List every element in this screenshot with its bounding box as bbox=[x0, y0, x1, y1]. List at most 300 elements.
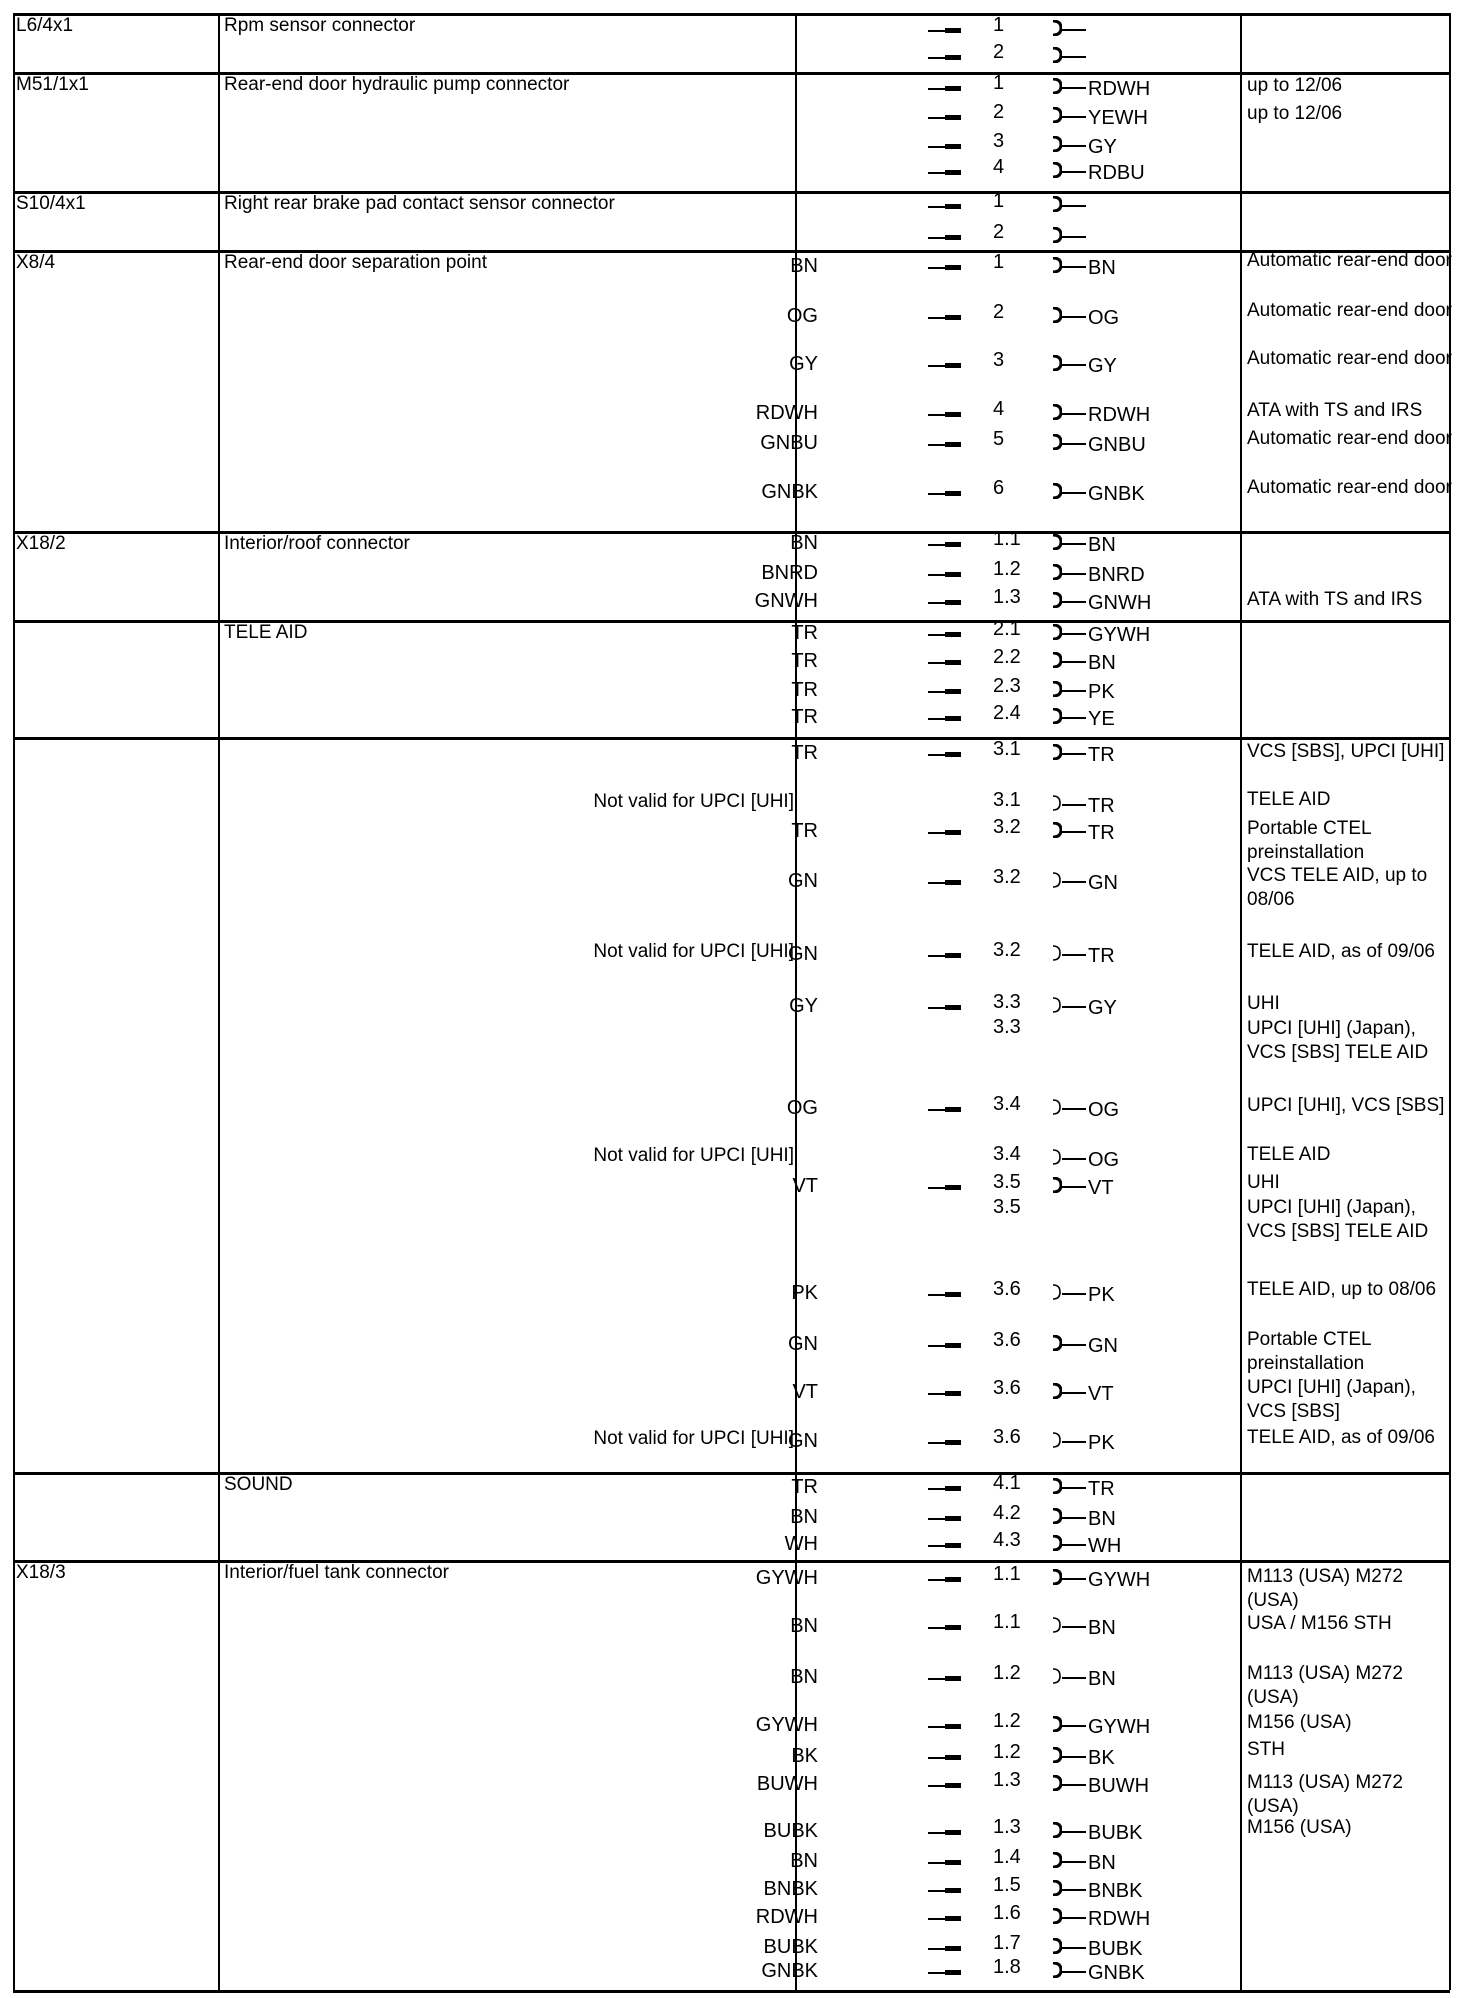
wire-color-left: BN bbox=[790, 1615, 818, 1637]
plug-symbol-icon bbox=[928, 574, 961, 576]
wire-color-right: YE bbox=[1088, 708, 1115, 730]
plug-symbol-icon bbox=[928, 414, 961, 416]
wire-color-right: RDWH bbox=[1088, 404, 1151, 426]
remark: up to 12/06 bbox=[1247, 103, 1343, 124]
pin-number: 1.1 bbox=[993, 1563, 1021, 1585]
socket-symbol-icon bbox=[1052, 1775, 1062, 1791]
pin-row bbox=[755, 1563, 1180, 1591]
plug-symbol-icon bbox=[928, 30, 961, 32]
pin-number: 1 bbox=[993, 72, 1005, 94]
socket-symbol-icon bbox=[1052, 795, 1062, 811]
pin-number: 1.3 bbox=[993, 1816, 1021, 1838]
pin-row bbox=[790, 675, 1180, 703]
wire-color-right: GNBK bbox=[1088, 1962, 1145, 1984]
socket-symbol-icon bbox=[1052, 434, 1062, 450]
validity-condition: Not valid for UPCI [UHI] bbox=[593, 1428, 794, 1449]
pin-row bbox=[790, 789, 1180, 817]
socket-wire-line bbox=[1062, 1108, 1086, 1110]
pin-row bbox=[790, 72, 1180, 100]
socket-wire-line bbox=[1062, 1725, 1086, 1727]
connector-description: Rpm sensor connector bbox=[224, 15, 416, 36]
wire-color-left: OG bbox=[786, 1097, 818, 1119]
plug-symbol-icon bbox=[928, 88, 961, 90]
socket-symbol-icon bbox=[1052, 404, 1062, 420]
socket-wire-line bbox=[1062, 1971, 1086, 1973]
wire-color-right: RDWH bbox=[1088, 78, 1151, 100]
plug-symbol-icon bbox=[928, 602, 961, 604]
socket-symbol-icon bbox=[1052, 1617, 1062, 1633]
pin-row bbox=[790, 646, 1180, 674]
plug-symbol-icon bbox=[928, 634, 961, 636]
plug-symbol-icon bbox=[928, 267, 961, 269]
socket-symbol-icon bbox=[1052, 1508, 1062, 1524]
plug-symbol-icon bbox=[928, 1890, 961, 1892]
validity-condition: Not valid for UPCI [UHI] bbox=[593, 791, 794, 812]
pin-row bbox=[790, 528, 1180, 556]
pin-row bbox=[761, 558, 1180, 586]
remark: M113 (USA) M272 (USA) bbox=[1247, 1566, 1403, 1611]
wire-color-left: BN bbox=[790, 532, 818, 554]
socket-symbol-icon bbox=[1052, 162, 1062, 178]
row-divider bbox=[13, 1990, 1450, 1993]
pin-row bbox=[790, 1143, 1180, 1171]
socket-wire-line bbox=[1062, 1544, 1086, 1546]
socket-wire-line bbox=[1062, 1578, 1086, 1580]
plug-symbol-icon bbox=[928, 1918, 961, 1920]
socket-symbol-icon bbox=[1052, 78, 1062, 94]
pin-row bbox=[790, 618, 1180, 646]
socket-wire-line bbox=[1062, 116, 1086, 118]
pin-row bbox=[790, 1196, 1180, 1224]
pin-number: 4.1 bbox=[993, 1472, 1021, 1494]
socket-symbol-icon bbox=[1052, 1284, 1062, 1300]
socket-symbol-icon bbox=[1052, 592, 1062, 608]
pin-number: 2.3 bbox=[993, 675, 1021, 697]
remark: ATA with TS and IRS bbox=[1247, 400, 1423, 421]
remark: Automatic rear-end door bbox=[1247, 477, 1452, 498]
pin-row bbox=[788, 939, 1180, 967]
wire-color-right: TR bbox=[1088, 1478, 1115, 1500]
wire-color-right: BN bbox=[1088, 1668, 1116, 1690]
socket-wire-line bbox=[1062, 1947, 1086, 1949]
plug-symbol-icon bbox=[928, 1545, 961, 1547]
pin-row bbox=[755, 398, 1180, 426]
plug-symbol-icon bbox=[928, 1442, 961, 1444]
pin-number: 5 bbox=[993, 428, 1005, 450]
column-divider bbox=[1240, 13, 1242, 1990]
socket-symbol-icon bbox=[1052, 872, 1062, 888]
plug-symbol-icon bbox=[928, 1518, 961, 1520]
socket-wire-line bbox=[1062, 601, 1086, 603]
pin-row bbox=[790, 1662, 1180, 1690]
pin-row bbox=[790, 1171, 1180, 1199]
plug-symbol-icon bbox=[928, 544, 961, 546]
pin-number: 1 bbox=[993, 190, 1005, 212]
remark: TELE AID bbox=[1247, 1144, 1331, 1165]
plug-symbol-icon bbox=[928, 146, 961, 148]
plug-symbol-icon bbox=[928, 1294, 961, 1296]
pin-number: 3.2 bbox=[993, 816, 1021, 838]
remark: Automatic rear-end door bbox=[1247, 428, 1452, 449]
plug-symbol-icon bbox=[928, 317, 961, 319]
wire-color-right: GYWH bbox=[1088, 624, 1151, 646]
pin-number: 3.6 bbox=[993, 1377, 1021, 1399]
plug-symbol-icon bbox=[928, 718, 961, 720]
pin-row bbox=[790, 41, 1180, 69]
wire-color-left: GNBK bbox=[761, 481, 818, 503]
wire-color-left: WH bbox=[784, 1533, 818, 1555]
socket-wire-line bbox=[1062, 1784, 1086, 1786]
plug-symbol-icon bbox=[928, 1579, 961, 1581]
socket-wire-line bbox=[1062, 56, 1086, 58]
socket-wire-line bbox=[1062, 316, 1086, 318]
plug-symbol-icon bbox=[928, 691, 961, 693]
pin-number: 1.3 bbox=[993, 1769, 1021, 1791]
plug-symbol-icon bbox=[928, 1785, 961, 1787]
wire-color-left: TR bbox=[791, 742, 818, 764]
wire-color-right: PK bbox=[1088, 1284, 1115, 1306]
plug-symbol-icon bbox=[928, 1726, 961, 1728]
socket-symbol-icon bbox=[1052, 945, 1062, 961]
pin-row bbox=[790, 1377, 1180, 1405]
pin-number: 3.3 bbox=[993, 991, 1021, 1013]
socket-symbol-icon bbox=[1052, 564, 1062, 580]
socket-symbol-icon bbox=[1052, 196, 1062, 212]
wire-color-right: VT bbox=[1088, 1177, 1114, 1199]
wire-color-left: VT bbox=[792, 1381, 818, 1403]
connector-description: Right rear brake pad contact sensor connector bbox=[224, 193, 615, 214]
socket-wire-line bbox=[1062, 633, 1086, 635]
remark: UHI bbox=[1247, 1172, 1280, 1193]
socket-symbol-icon bbox=[1052, 1432, 1062, 1448]
wire-color-left: TR bbox=[791, 650, 818, 672]
plug-symbol-icon bbox=[928, 206, 961, 208]
wire-color-left: TR bbox=[791, 706, 818, 728]
socket-wire-line bbox=[1062, 171, 1086, 173]
socket-wire-line bbox=[1062, 1487, 1086, 1489]
wire-color-right: BNRD bbox=[1088, 564, 1145, 586]
pin-number: 2 bbox=[993, 41, 1005, 63]
socket-wire-line bbox=[1062, 753, 1086, 755]
wire-color-left: BN bbox=[790, 1506, 818, 1528]
wire-color-left: GNBU bbox=[760, 432, 818, 454]
wire-color-right: BNBK bbox=[1088, 1880, 1143, 1902]
wire-color-left: GN bbox=[788, 1333, 818, 1355]
socket-symbol-icon bbox=[1052, 1938, 1062, 1954]
socket-wire-line bbox=[1062, 205, 1086, 207]
connector-description: Rear-end door separation point bbox=[224, 252, 488, 273]
socket-symbol-icon bbox=[1052, 1668, 1062, 1684]
socket-symbol-icon bbox=[1052, 307, 1062, 323]
connector-code: L6/4x1 bbox=[16, 15, 74, 36]
wire-color-right: BN bbox=[1088, 257, 1116, 279]
socket-symbol-icon bbox=[1052, 1177, 1062, 1193]
wire-color-left: GN bbox=[788, 943, 818, 965]
wire-color-left: GYWH bbox=[755, 1567, 818, 1589]
socket-symbol-icon bbox=[1052, 483, 1062, 499]
wire-color-left: BN bbox=[790, 255, 818, 277]
wire-color-right: TR bbox=[1088, 795, 1115, 817]
wire-color-right: GN bbox=[1088, 1335, 1118, 1357]
pin-row bbox=[754, 586, 1180, 614]
wire-color-right: BUBK bbox=[1088, 1938, 1143, 1960]
socket-symbol-icon bbox=[1052, 1569, 1062, 1585]
remark: M113 (USA) M272 (USA) bbox=[1247, 1663, 1403, 1708]
pin-number: 6 bbox=[993, 477, 1005, 499]
socket-symbol-icon bbox=[1052, 227, 1062, 243]
plug-symbol-icon bbox=[928, 662, 961, 664]
connector-code: X8/4 bbox=[16, 252, 56, 273]
remark: Automatic rear-end door bbox=[1247, 300, 1452, 321]
wire-color-right: BN bbox=[1088, 1852, 1116, 1874]
wire-color-left: BUBK bbox=[763, 1820, 818, 1842]
wire-color-left: TR bbox=[791, 622, 818, 644]
pin-number: 1.5 bbox=[993, 1874, 1021, 1896]
wire-color-right: OG bbox=[1088, 1149, 1120, 1171]
wire-color-left: BN bbox=[790, 1666, 818, 1688]
socket-symbol-icon bbox=[1052, 20, 1062, 36]
pin-row bbox=[755, 1710, 1180, 1738]
pin-number: 1 bbox=[993, 14, 1005, 36]
wire-color-left: BK bbox=[791, 1745, 818, 1767]
socket-wire-line bbox=[1062, 1517, 1086, 1519]
socket-symbol-icon bbox=[1052, 1149, 1062, 1165]
pin-row bbox=[761, 477, 1180, 505]
validity-condition: Not valid for UPCI [UHI] bbox=[593, 941, 794, 962]
pin-row bbox=[790, 738, 1180, 766]
socket-symbol-icon bbox=[1052, 1099, 1062, 1115]
socket-wire-line bbox=[1062, 1006, 1086, 1008]
pin-row bbox=[790, 1502, 1180, 1530]
remark: Automatic rear-end door bbox=[1247, 348, 1452, 369]
socket-wire-line bbox=[1062, 413, 1086, 415]
socket-wire-line bbox=[1062, 1861, 1086, 1863]
pin-number: 1.1 bbox=[993, 1611, 1021, 1633]
wire-color-right: GYWH bbox=[1088, 1569, 1151, 1591]
wire-color-right: GYWH bbox=[1088, 1716, 1151, 1738]
socket-symbol-icon bbox=[1052, 107, 1062, 123]
plug-symbol-icon bbox=[928, 1832, 961, 1834]
pin-number: 1.2 bbox=[993, 1662, 1021, 1684]
remark: UPCI [UHI] (Japan), VCS [SBS] TELE AID bbox=[1247, 1018, 1429, 1063]
wire-color-right: BUWH bbox=[1088, 1775, 1150, 1797]
wire-color-right: BK bbox=[1088, 1747, 1115, 1769]
socket-wire-line bbox=[1062, 364, 1086, 366]
socket-wire-line bbox=[1062, 145, 1086, 147]
validity-condition: Not valid for UPCI [UHI] bbox=[593, 1145, 794, 1166]
wire-color-left: GNWH bbox=[754, 590, 818, 612]
wire-color-right: GNBU bbox=[1088, 434, 1146, 456]
pin-number: 3 bbox=[993, 130, 1005, 152]
socket-symbol-icon bbox=[1052, 652, 1062, 668]
pin-row bbox=[789, 991, 1180, 1019]
pin-number: 1.1 bbox=[993, 528, 1021, 550]
pin-row bbox=[755, 1902, 1180, 1930]
wire-color-right: GNWH bbox=[1088, 592, 1152, 614]
pin-number: 2 bbox=[993, 221, 1005, 243]
socket-wire-line bbox=[1062, 87, 1086, 89]
plug-symbol-icon bbox=[928, 237, 961, 239]
pin-row bbox=[790, 1846, 1180, 1874]
plug-symbol-icon bbox=[928, 754, 961, 756]
plug-symbol-icon bbox=[928, 1109, 961, 1111]
socket-wire-line bbox=[1062, 881, 1086, 883]
pin-number: 3.4 bbox=[993, 1143, 1021, 1165]
pin-number: 4 bbox=[993, 156, 1005, 178]
socket-wire-line bbox=[1062, 1626, 1086, 1628]
socket-symbol-icon bbox=[1052, 997, 1062, 1013]
pin-row bbox=[790, 1611, 1180, 1639]
wire-color-left: PK bbox=[791, 1282, 818, 1304]
pin-row bbox=[760, 428, 1180, 456]
pin-number: 3.5 bbox=[993, 1196, 1021, 1218]
socket-wire-line bbox=[1062, 717, 1086, 719]
remark: TELE AID, as of 09/06 bbox=[1247, 1427, 1435, 1448]
remark: M113 (USA) M272 (USA) bbox=[1247, 1772, 1403, 1817]
wire-color-right: GNBK bbox=[1088, 483, 1145, 505]
socket-symbol-icon bbox=[1052, 1822, 1062, 1838]
socket-symbol-icon bbox=[1052, 47, 1062, 63]
pin-number: 3 bbox=[993, 349, 1005, 371]
plug-symbol-icon bbox=[928, 57, 961, 59]
pin-number: 2.4 bbox=[993, 702, 1021, 724]
pin-row bbox=[790, 190, 1180, 218]
socket-wire-line bbox=[1062, 1889, 1086, 1891]
wire-color-right: TR bbox=[1088, 822, 1115, 844]
pin-number: 1.8 bbox=[993, 1956, 1021, 1978]
socket-wire-line bbox=[1062, 492, 1086, 494]
socket-wire-line bbox=[1062, 804, 1086, 806]
plug-symbol-icon bbox=[928, 365, 961, 367]
pin-row bbox=[763, 1816, 1180, 1844]
remark: TELE AID bbox=[1247, 789, 1331, 810]
pin-number: 3.1 bbox=[993, 738, 1021, 760]
connector-description: SOUND bbox=[224, 1474, 293, 1495]
socket-symbol-icon bbox=[1052, 534, 1062, 550]
pin-number: 4.2 bbox=[993, 1502, 1021, 1524]
wire-color-left: TR bbox=[791, 679, 818, 701]
connector-description: Rear-end door hydraulic pump connector bbox=[224, 74, 570, 95]
pin-number: 4 bbox=[993, 398, 1005, 420]
socket-wire-line bbox=[1062, 1441, 1086, 1443]
wire-color-right: BN bbox=[1088, 1508, 1116, 1530]
pin-row bbox=[790, 101, 1180, 129]
plug-symbol-icon bbox=[928, 1972, 961, 1974]
remark: TELE AID, up to 08/06 bbox=[1247, 1279, 1437, 1300]
socket-wire-line bbox=[1062, 1756, 1086, 1758]
socket-symbol-icon bbox=[1052, 1335, 1062, 1351]
pin-number: 1 bbox=[993, 251, 1005, 273]
remark: Portable CTEL preinstallation bbox=[1247, 818, 1371, 863]
plug-symbol-icon bbox=[928, 955, 961, 957]
remark: UHI bbox=[1247, 993, 1280, 1014]
pin-row bbox=[790, 1741, 1180, 1769]
wire-color-right: GN bbox=[1088, 872, 1118, 894]
plug-symbol-icon bbox=[928, 832, 961, 834]
socket-wire-line bbox=[1062, 831, 1086, 833]
pin-row bbox=[790, 1016, 1180, 1044]
socket-symbol-icon bbox=[1052, 1852, 1062, 1868]
wire-color-right: GY bbox=[1088, 997, 1117, 1019]
socket-symbol-icon bbox=[1052, 708, 1062, 724]
socket-symbol-icon bbox=[1052, 1535, 1062, 1551]
plug-symbol-icon bbox=[928, 1862, 961, 1864]
pin-row bbox=[790, 816, 1180, 844]
remark: TELE AID, as of 09/06 bbox=[1247, 941, 1435, 962]
connector-description: TELE AID bbox=[224, 622, 308, 643]
connector-code: M51/1x1 bbox=[16, 74, 89, 95]
pin-row bbox=[763, 1874, 1180, 1902]
wire-color-right: PK bbox=[1088, 681, 1115, 703]
pin-number: 3.2 bbox=[993, 866, 1021, 888]
column-divider bbox=[218, 13, 220, 1990]
socket-wire-line bbox=[1062, 1186, 1086, 1188]
socket-wire-line bbox=[1062, 266, 1086, 268]
wire-color-right: YEWH bbox=[1088, 107, 1148, 129]
socket-wire-line bbox=[1062, 1293, 1086, 1295]
plug-symbol-icon bbox=[928, 1187, 961, 1189]
wire-color-right: VT bbox=[1088, 1383, 1114, 1405]
wire-color-left: BNRD bbox=[761, 562, 818, 584]
wire-color-right: BN bbox=[1088, 1617, 1116, 1639]
socket-wire-line bbox=[1062, 29, 1086, 31]
plug-symbol-icon bbox=[928, 1948, 961, 1950]
wire-color-right: GY bbox=[1088, 355, 1117, 377]
pin-row bbox=[790, 14, 1180, 42]
remark: USA / M156 STH bbox=[1247, 1613, 1392, 1634]
wire-color-left: BNBK bbox=[763, 1878, 818, 1900]
plug-symbol-icon bbox=[928, 1393, 961, 1395]
socket-symbol-icon bbox=[1052, 744, 1062, 760]
wire-color-right: BN bbox=[1088, 534, 1116, 556]
connector-description: Interior/fuel tank connector bbox=[224, 1562, 449, 1583]
pin-number: 1.2 bbox=[993, 558, 1021, 580]
pin-row bbox=[788, 866, 1180, 894]
wire-color-left: BN bbox=[790, 1850, 818, 1872]
socket-symbol-icon bbox=[1052, 257, 1062, 273]
remark: Portable CTEL preinstallation bbox=[1247, 1329, 1371, 1374]
wire-color-left: VT bbox=[792, 1175, 818, 1197]
pin-number: 2.2 bbox=[993, 646, 1021, 668]
pin-number: 3.5 bbox=[993, 1171, 1021, 1193]
plug-symbol-icon bbox=[928, 1627, 961, 1629]
pin-row bbox=[786, 1093, 1180, 1121]
socket-wire-line bbox=[1062, 954, 1086, 956]
socket-wire-line bbox=[1062, 661, 1086, 663]
pin-number: 3.4 bbox=[993, 1093, 1021, 1115]
wire-color-left: GN bbox=[788, 1430, 818, 1452]
connector-description: Interior/roof connector bbox=[224, 533, 410, 554]
pin-number: 3.6 bbox=[993, 1426, 1021, 1448]
pin-row bbox=[790, 156, 1180, 184]
connector-code: S10/4x1 bbox=[16, 193, 86, 214]
pin-row bbox=[790, 221, 1180, 249]
pin-row bbox=[790, 1278, 1180, 1306]
remark: STH bbox=[1247, 1739, 1285, 1760]
plug-symbol-icon bbox=[928, 1757, 961, 1759]
remark: Automatic rear-end door bbox=[1247, 250, 1452, 271]
wire-color-left: GNBK bbox=[761, 1960, 818, 1982]
remark: up to 12/06 bbox=[1247, 75, 1343, 96]
socket-wire-line bbox=[1062, 1917, 1086, 1919]
socket-wire-line bbox=[1062, 1344, 1086, 1346]
pin-number: 1.6 bbox=[993, 1902, 1021, 1924]
pin-number: 2 bbox=[993, 101, 1005, 123]
socket-symbol-icon bbox=[1052, 681, 1062, 697]
wire-color-right: GY bbox=[1088, 136, 1117, 158]
pin-row bbox=[761, 1956, 1180, 1984]
socket-wire-line bbox=[1062, 1392, 1086, 1394]
